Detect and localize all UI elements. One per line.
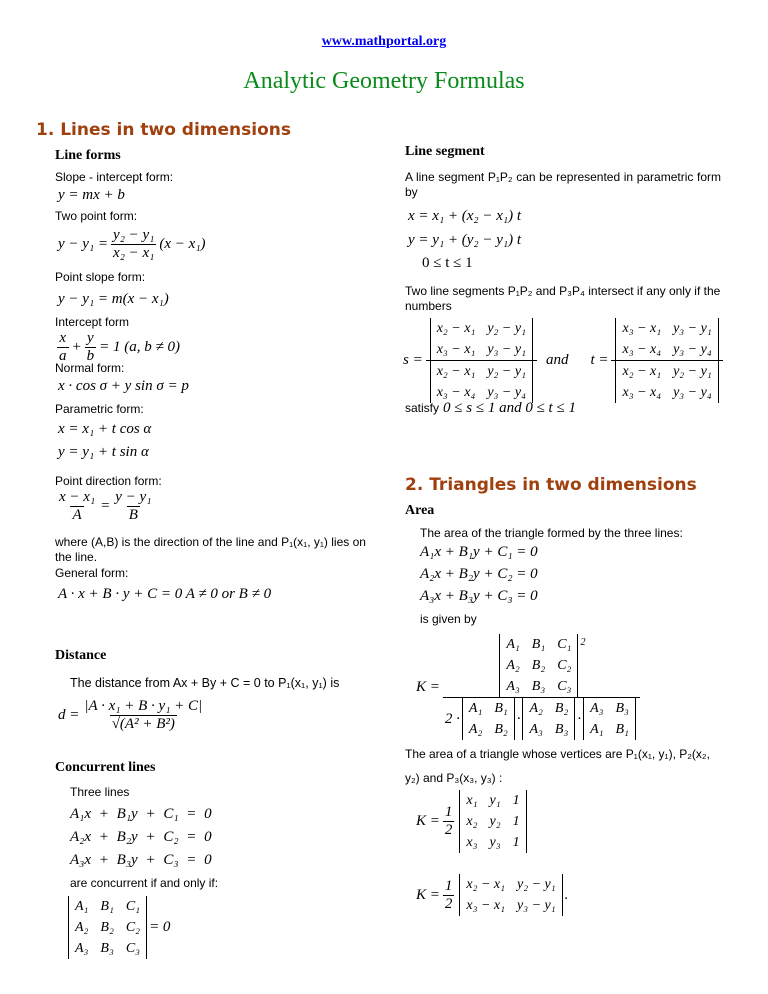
two-point-formula bbox=[58, 227, 206, 262]
matrix-row bbox=[616, 339, 718, 360]
matrix-cell: A₃ bbox=[506, 679, 520, 694]
numerator: 1 bbox=[444, 804, 453, 820]
plus: + bbox=[71, 339, 82, 355]
matrix-cell: y₃ − y₁ bbox=[673, 321, 712, 336]
lhs: d = bbox=[58, 707, 80, 723]
matrix-row bbox=[500, 676, 578, 697]
k-lhs: K = bbox=[416, 678, 440, 695]
denominator bbox=[426, 360, 537, 403]
numerator bbox=[495, 634, 587, 697]
matrix-cell: y₃ bbox=[489, 835, 501, 850]
matrix-cell: y₃ − y₁ bbox=[487, 342, 526, 357]
matrix-cell: y₃ − y₁ bbox=[517, 898, 556, 913]
intercept-formula bbox=[54, 330, 180, 365]
line-segment-heading: Line segment bbox=[405, 144, 485, 159]
matrix-cell: x₃ − x₄ bbox=[436, 385, 476, 400]
determinant bbox=[499, 634, 578, 697]
concurrent-condition: are concurrent if and only if: bbox=[70, 876, 219, 890]
matrix-cell: x₂ bbox=[466, 814, 478, 829]
given-by-text: is given by bbox=[420, 612, 477, 626]
determinant bbox=[459, 790, 526, 853]
matrix-row bbox=[69, 896, 147, 917]
matrix-row bbox=[69, 917, 147, 938]
section-heading-lines: 1. Lines in two dimensions bbox=[36, 120, 291, 140]
matrix-cell: y₂ − y₁ bbox=[517, 877, 556, 892]
determinant bbox=[430, 361, 533, 403]
matrix-cell: 1 bbox=[512, 793, 520, 808]
distance-heading: Distance bbox=[55, 648, 107, 663]
general-label: General form: bbox=[55, 566, 129, 580]
denominator: x₂ − x₁ bbox=[113, 245, 155, 261]
fraction bbox=[443, 634, 640, 740]
numerator: y − y₁ bbox=[115, 489, 152, 505]
matrix-cell: x₂ − x₁ bbox=[436, 364, 476, 379]
s-fraction bbox=[426, 318, 537, 403]
concurrent-eq-2: A₂x + B₂y + C₂ = 0 bbox=[70, 829, 212, 845]
fraction bbox=[57, 330, 69, 365]
matrix-cell: 1 bbox=[512, 814, 520, 829]
matrix-row bbox=[430, 339, 532, 360]
matrix-cell: C₁ bbox=[557, 637, 572, 652]
matrix-cell: A₂ bbox=[506, 658, 520, 673]
denominator bbox=[443, 697, 640, 740]
rhs: (x − x₁) bbox=[159, 236, 206, 252]
and-word: and bbox=[545, 352, 569, 368]
area-lines-formula bbox=[416, 634, 643, 740]
matrix-cell: y₂ − y₁ bbox=[487, 364, 526, 379]
determinant bbox=[583, 698, 636, 740]
satisfy-formula: 0 ≤ s ≤ 1 and 0 ≤ t ≤ 1 bbox=[443, 400, 576, 416]
matrix-cell: B₁ bbox=[494, 701, 508, 716]
area-eq-1: A₁x + B₁y + C₁ = 0 bbox=[420, 544, 538, 560]
matrix-cell: C₁ bbox=[125, 899, 141, 914]
matrix-row bbox=[523, 698, 575, 719]
k-lhs: K = bbox=[416, 886, 440, 903]
matrix-cell: y₃ − y₄ bbox=[673, 385, 712, 400]
determinant bbox=[615, 318, 718, 360]
dot: · bbox=[577, 710, 582, 727]
vertices-text: The area of a triangle whose vertices are P₁(x₁, y₁), P₂(x₂, y₂) and P₃(x₃, y₃) : bbox=[405, 747, 710, 785]
section-heading-triangles: 2. Triangles in two dimensions bbox=[405, 475, 697, 495]
parametric-label: Parametric form: bbox=[55, 402, 144, 416]
intercept-label: Intercept form bbox=[55, 315, 130, 329]
matrix-cell: A₂ bbox=[75, 920, 89, 935]
numerator: x bbox=[59, 330, 67, 346]
matrix-row bbox=[616, 318, 718, 339]
area-lines-text: The area of the triangle formed by the three lines: bbox=[420, 526, 683, 540]
matrix-cell: 1 bbox=[512, 835, 520, 850]
matrix-cell: A₁ bbox=[506, 637, 520, 652]
numerator: 1 bbox=[444, 877, 453, 894]
line-segment-text: A line segment P₁P₂ can be represented in parametric form by bbox=[405, 170, 721, 199]
concurrent-heading: Concurrent lines bbox=[55, 760, 156, 775]
half bbox=[443, 878, 455, 913]
determinant bbox=[459, 874, 562, 916]
rhs: = 0 bbox=[149, 919, 171, 935]
matrix-row bbox=[584, 698, 636, 719]
period: . bbox=[564, 886, 569, 903]
denominator: b bbox=[86, 348, 95, 364]
concurrent-eq-1: A₁x + B₁y + C₁ = 0 bbox=[70, 806, 212, 822]
numerator: |A · x₁ + B · y₁ + C| bbox=[84, 698, 203, 714]
area-eq-3: A₃x + B₃y + C₃ = 0 bbox=[420, 588, 538, 604]
numerator: y₂ − y₁ bbox=[113, 227, 155, 243]
matrix-cell: C₂ bbox=[557, 658, 572, 673]
matrix-cell: x₃ − x₁ bbox=[436, 342, 476, 357]
matrix-cell: B₂ bbox=[531, 658, 546, 673]
concurrent-eq-3: A₃x + B₃y + C₃ = 0 bbox=[70, 852, 212, 868]
matrix-cell: A₃ bbox=[529, 722, 543, 737]
slope-intercept-label: Slope - intercept form: bbox=[55, 170, 174, 184]
matrix-cell: x₂ − x₁ bbox=[466, 877, 505, 892]
point-slope-label: Point slope form: bbox=[55, 270, 146, 284]
two-point-label: Two point form: bbox=[55, 209, 138, 223]
matrix-row bbox=[460, 874, 562, 895]
matrix-cell: y₁ bbox=[489, 793, 501, 808]
matrix-row bbox=[430, 318, 532, 339]
matrix-cell: x₃ − x₁ bbox=[466, 898, 505, 913]
area-heading: Area bbox=[405, 503, 435, 518]
fraction bbox=[85, 330, 97, 365]
matrix-row bbox=[460, 790, 526, 811]
matrix-row bbox=[500, 655, 578, 676]
matrix-cell: y₃ − y₄ bbox=[673, 342, 712, 357]
matrix-row bbox=[462, 698, 514, 719]
denominator: a bbox=[59, 348, 67, 364]
determinant bbox=[462, 698, 515, 740]
fraction bbox=[82, 698, 204, 733]
matrix-cell: B₃ bbox=[554, 722, 569, 737]
matrix-row bbox=[462, 719, 514, 740]
page-title: Analytic Geometry Formulas bbox=[243, 68, 525, 94]
matrix-row bbox=[460, 811, 526, 832]
matrix-cell: x₁ bbox=[466, 793, 478, 808]
matrix-cell: A₁ bbox=[590, 722, 604, 737]
general-formula: A · x + B · y + C = 0 A ≠ 0 or B ≠ 0 bbox=[58, 586, 272, 602]
matrix-cell: x₃ − x₄ bbox=[622, 342, 662, 357]
dot: · bbox=[516, 710, 521, 727]
determinant bbox=[615, 361, 718, 403]
parametric-y: y = y₁ + t sin α bbox=[58, 444, 149, 460]
where-text: where (A,B) is the direction of the line and P₁(x₁, y₁) lies on the line. bbox=[55, 535, 366, 564]
area-vertices-formula-2 bbox=[416, 874, 568, 916]
matrix-cell: C₂ bbox=[125, 920, 141, 935]
matrix-row bbox=[584, 719, 636, 740]
point-direction-label: Point direction form: bbox=[55, 474, 162, 488]
matrix-cell: A₃ bbox=[75, 941, 89, 956]
matrix-cell: x₃ − x₁ bbox=[622, 321, 662, 336]
rhs: = 1 (a, b ≠ 0) bbox=[99, 339, 180, 355]
matrix-cell: x₂ − x₁ bbox=[436, 321, 476, 336]
distance-text: The distance from Ax + By + C = 0 to P₁(x₁, y₁) is bbox=[70, 676, 340, 690]
matrix-row bbox=[523, 719, 575, 740]
matrix-cell: A₂ bbox=[529, 701, 543, 716]
parametric-x: x = x₁ + t cos α bbox=[58, 421, 152, 437]
fraction bbox=[113, 489, 153, 524]
concurrent-determinant bbox=[66, 896, 170, 959]
matrix-row bbox=[616, 382, 718, 403]
matrix-cell: x₂ − x₁ bbox=[622, 364, 662, 379]
denominator: 2 bbox=[444, 895, 453, 912]
denominator: 2 bbox=[444, 822, 453, 838]
matrix-cell: B₃ bbox=[100, 941, 114, 956]
denominator: √(A² + B²) bbox=[111, 716, 175, 732]
numerator: x − x₁ bbox=[59, 489, 96, 505]
satisfy-label: satisfy bbox=[405, 401, 440, 415]
equals: = bbox=[100, 498, 111, 514]
area-vertices-formula bbox=[416, 790, 529, 853]
area-eq-2: A₂x + B₂y + C₂ = 0 bbox=[420, 566, 538, 582]
numerator bbox=[611, 318, 722, 360]
numerator bbox=[426, 318, 537, 360]
matrix-row bbox=[500, 634, 578, 655]
point-direction-formula bbox=[54, 489, 156, 524]
matrix-cell: x₃ − x₄ bbox=[622, 385, 662, 400]
matrix-cell: B₃ bbox=[615, 701, 629, 716]
matrix-cell: C₃ bbox=[125, 941, 141, 956]
matrix-row bbox=[460, 895, 562, 916]
matrix-row bbox=[69, 938, 147, 959]
denominator: A bbox=[72, 507, 82, 523]
segment-x: x = x₁ + (x₂ − x₁) t bbox=[408, 208, 522, 224]
half bbox=[443, 804, 455, 839]
normal-label: Normal form: bbox=[55, 361, 125, 375]
satisfy-line bbox=[405, 400, 576, 417]
matrix-cell: B₃ bbox=[531, 679, 546, 694]
line-forms-heading: Line forms bbox=[55, 148, 121, 163]
fraction bbox=[57, 489, 97, 524]
matrix-cell: A₁ bbox=[468, 701, 483, 716]
matrix-cell: A₃ bbox=[590, 701, 604, 716]
k-lhs: K = bbox=[416, 813, 440, 829]
matrix-cell: B₁ bbox=[100, 899, 114, 914]
matrix-cell: A₂ bbox=[468, 722, 483, 737]
site-link[interactable]: www.mathportal.org bbox=[321, 34, 447, 49]
intersection-formula bbox=[403, 318, 726, 403]
matrix-cell: A₁ bbox=[75, 899, 89, 914]
matrix-cell: y₂ − y₁ bbox=[673, 364, 712, 379]
determinant bbox=[430, 318, 533, 360]
point-slope-formula: y − y₁ = m(x − x₁) bbox=[58, 291, 169, 307]
exponent: 2 bbox=[580, 637, 586, 648]
s-lhs: s = bbox=[403, 352, 423, 368]
matrix-cell: B₂ bbox=[494, 722, 508, 737]
matrix-cell: x₃ bbox=[466, 835, 478, 850]
fraction bbox=[111, 227, 156, 262]
determinant bbox=[68, 896, 147, 959]
denominator: B bbox=[128, 507, 138, 523]
matrix-row bbox=[616, 361, 718, 382]
concurrent-intro: Three lines bbox=[70, 785, 130, 799]
t-lhs: t = bbox=[590, 352, 609, 368]
segment-y: y = y₁ + (y₂ − y₁) t bbox=[408, 232, 522, 248]
matrix-cell: B₁ bbox=[615, 722, 629, 737]
matrix-cell: C₃ bbox=[557, 679, 572, 694]
normal-formula: x · cos σ + y sin σ = p bbox=[58, 378, 189, 394]
segment-range: 0 ≤ t ≤ 1 bbox=[422, 255, 473, 271]
lhs: y − y₁ = bbox=[58, 236, 109, 252]
matrix-cell: y₂ − y₁ bbox=[487, 321, 526, 336]
matrix-cell: B₁ bbox=[531, 637, 546, 652]
numerator: y bbox=[87, 330, 94, 346]
intersect-text: Two line segments P₁P₂ and P₃P₄ intersect if any only if the numbers bbox=[405, 284, 721, 313]
determinant bbox=[522, 698, 575, 740]
matrix-row bbox=[430, 361, 532, 382]
matrix-cell: B₂ bbox=[100, 920, 114, 935]
matrix-cell: B₂ bbox=[554, 701, 569, 716]
slope-intercept-formula: y = mx + b bbox=[58, 187, 125, 203]
matrix-cell: y₂ bbox=[489, 814, 501, 829]
matrix-row bbox=[460, 832, 526, 853]
denominator bbox=[611, 360, 722, 403]
matrix-cell: y₃ − y₄ bbox=[487, 385, 526, 400]
t-fraction bbox=[611, 318, 722, 403]
distance-formula bbox=[58, 698, 207, 733]
two-factor: 2 · bbox=[444, 710, 460, 727]
